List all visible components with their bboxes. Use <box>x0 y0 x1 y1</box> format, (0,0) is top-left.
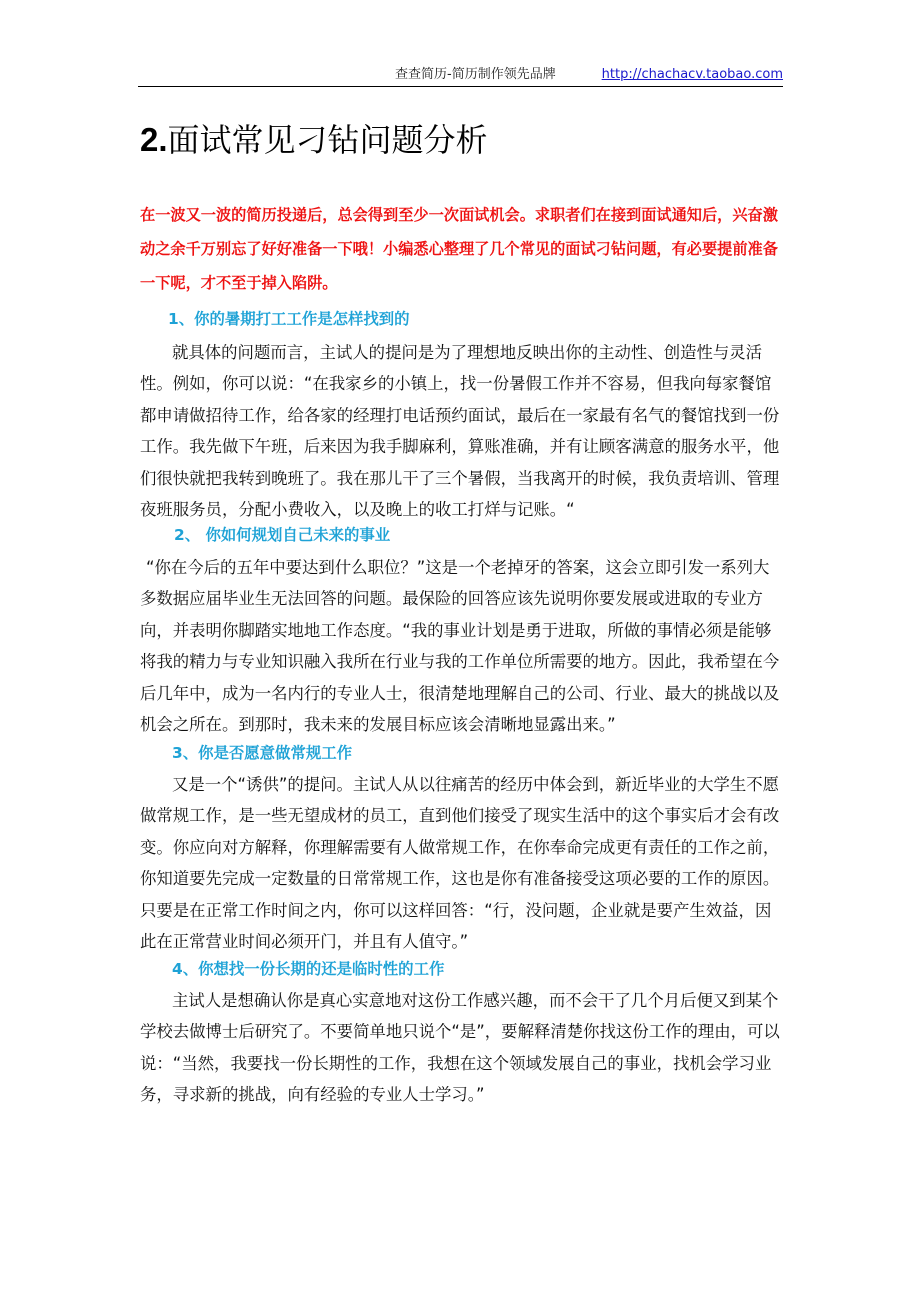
intro-paragraph: 在一波又一波的简历投递后，总会得到至少一次面试机会。求职者们在接到面试通知后，兴奋激动之余千万别忘了好好准备一下哦！小编悉心整理了几个常见的面试刁钻问题，有必要提前准备一下呢，才不至于掉入陷阱。 <box>140 206 778 292</box>
section-heading-4: 4、你想找一份长期的还是临时性的工作 <box>172 960 445 978</box>
section-heading-3: 3、你是否愿意做常规工作 <box>172 744 353 762</box>
section-heading-2: 2、 你如何规划自己未来的事业 <box>174 526 391 544</box>
section-body-3: 又是一个“诱供”的提问。主试人从以往痛苦的经历中体会到，新近毕业的大学生不愿做常规工作，是一些无望成材的员工，直到他们接受了现实生活中的这个事实后才会有改变。你应向对方解释，你理解需要有人做常规工作，在你奉命完成更有责任的工作之前，你知道要先完成一定数量的日常常规工作，这也是你有准备接受这项必要的工作的原因。只要是在正常工作时间之内，你可以这样回答：“行，没问题，企业就是要产生效益，因此在正常营业时间必须开门，并且有人值守。” <box>140 775 780 952</box>
title-number: 2. <box>140 121 168 158</box>
section-heading-1: 1、你的暑期打工工作是怎样找到的 <box>168 310 410 328</box>
header-brand: 查查简历-简历制作领先品牌 <box>395 67 556 82</box>
page-header <box>138 64 783 87</box>
section-body-4: 主试人是想确认你是真心实意地对这份工作感兴趣，而不会干了几个月后便又到某个学校去做博士后研究了。不要简单地只说个“是”，要解释清楚你找这份工作的理由，可以说：“当然，我要找一份长期性的工作，我想在这个领域发展自己的事业，找机会学习业务，寻求新的挑战，向有经验的专业人士学习。” <box>140 991 780 1105</box>
section-body-1: 就具体的问题而言，主试人的提问是为了理想地反映出你的主动性、创造性与灵活性。例如，你可以说：“在我家乡的小镇上，找一份暑假工作并不容易，但我向每家餐馆都申请做招待工作，给各家的经理打电话预约面试，最后在一家最有名气的餐馆找到一份工作。我先做下午班，后来因为我手脚麻利，算账准确，并有让顾客满意的服务水平，他们很快就把我转到晚班了。我在那儿干了三个暑假，当我离开的时候，我负责培训、管理夜班服务员，分配小费收入，以及晚上的收工打烊与记账。“ <box>140 343 780 520</box>
page-title <box>140 116 488 164</box>
title-text: 面试常见刁钻问题分析 <box>167 121 488 159</box>
section-body-2: “你在今后的五年中要达到什么职位？”这是一个老掉牙的答案，这会立即引发一系列大多数据应届毕业生无法回答的问题。最保险的回答应该先说明你要发展或进取的专业方向，并表明你脚踏实地地工作态度。“我的事业计划是勇于进取，所做的事情必须是能够将我的精力与专业知识融入我所在行业与我的工作单位所需要的地方。因此，我希望在今后几年中，成为一名内行的专业人士，很清楚地理解自己的公司、行业、最大的挑战以及机会之所在。到那时，我未来的发展目标应该会清晰地显露出来。” <box>140 558 780 735</box>
header-url-link[interactable]: http://chachacv.taobao.com <box>601 67 783 82</box>
